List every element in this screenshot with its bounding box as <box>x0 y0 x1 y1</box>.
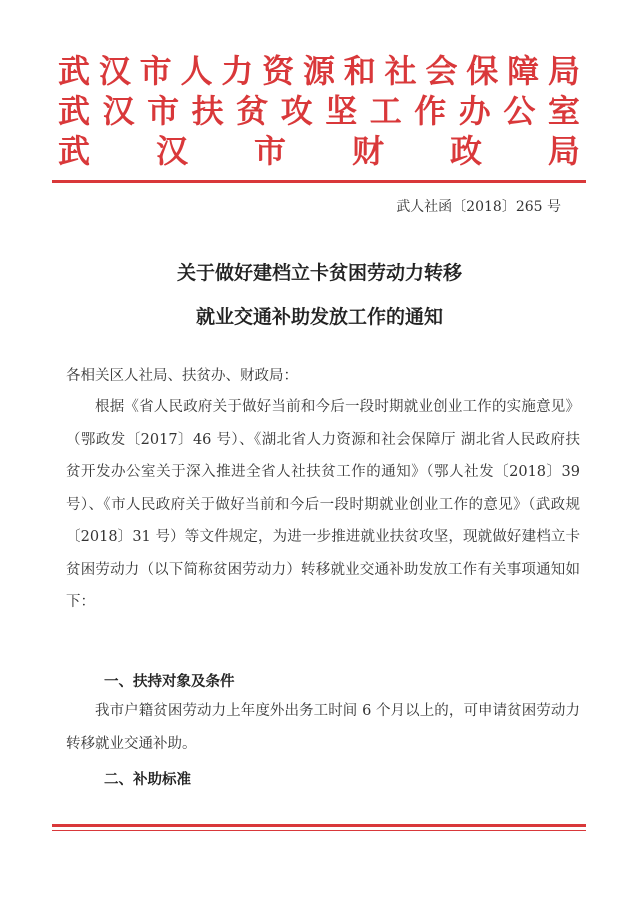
letterhead-char: 汉 <box>155 132 188 170</box>
section-1-heading: 一、扶持对象及条件 <box>104 674 235 690</box>
section-2-heading: 二、补助标准 <box>104 772 191 788</box>
letterhead-char: 武 <box>58 92 91 130</box>
letterhead-char: 局 <box>547 132 580 170</box>
section-1-body: 我市户籍贫困劳动力上年度外出务工时间 6 个月以上的，可申请贫困劳动力转移就业交通补助。 <box>66 703 580 752</box>
letterhead-char: 保 <box>466 52 499 90</box>
letterhead-char: 公 <box>503 92 536 130</box>
letterhead-char: 贫 <box>236 92 269 130</box>
letterhead-char: 财 <box>351 132 384 170</box>
letterhead-char: 障 <box>507 52 540 90</box>
letterhead-char: 室 <box>547 92 580 130</box>
document-title-line-2: 就业交通补助发放工作的通知 <box>195 306 443 328</box>
footer-red-rule-thin <box>52 830 586 831</box>
letterhead-char: 政 <box>449 132 482 170</box>
letterhead-char: 工 <box>369 92 402 130</box>
salutation: 各相关区人社局、扶贫办、财政局： <box>66 368 298 384</box>
letterhead <box>58 52 580 172</box>
letterhead-char: 市 <box>253 132 286 170</box>
letterhead-char: 办 <box>458 92 491 130</box>
letterhead-char: 市 <box>147 92 180 130</box>
letterhead-char: 攻 <box>280 92 313 130</box>
letterhead-char: 局 <box>547 52 580 90</box>
header-red-rule <box>52 180 586 183</box>
footer-red-rule-thick <box>52 824 586 827</box>
letterhead-char: 力 <box>221 52 254 90</box>
letterhead-char: 源 <box>302 52 335 90</box>
letterhead-char: 武 <box>58 132 91 170</box>
document-title-line-1: 关于做好建档立卡贫困劳动力转移 <box>176 262 462 284</box>
letterhead-char: 坚 <box>325 92 358 130</box>
letterhead-char: 武 <box>58 52 91 90</box>
letterhead-char: 会 <box>425 52 458 90</box>
letterhead-char: 作 <box>414 92 447 130</box>
letterhead-char: 扶 <box>191 92 224 130</box>
letterhead-line-finance-bureau <box>58 132 580 170</box>
letterhead-char: 市 <box>139 52 172 90</box>
letterhead-line-hr-bureau <box>58 52 580 90</box>
letterhead-char: 汉 <box>102 92 135 130</box>
letterhead-char: 人 <box>180 52 213 90</box>
letterhead-char: 社 <box>384 52 417 90</box>
letterhead-char: 资 <box>262 52 295 90</box>
intro-paragraph: 根据《省人民政府关于做好当前和今后一段时期就业创业工作的实施意见》（鄂政发〔2017〕46 号）、《湖北省人力资源和社会保障厅 湖北省人民政府扶贫开发办公室关于深入推进全省人社扶贫工作的通知》（鄂人社发〔2018〕39 号）、《市人民政府关于做好当前和今后一段时期就业创业工作的意见》（武政规〔2018〕31 号）等文件规定，为进一步推进就业扶贫攻坚，现就做好建档立卡贫困劳动力（以下简称贫困劳动力）转移就业交通补助发放工作有关事项通知如下： <box>66 399 580 610</box>
letterhead-line-poverty-office <box>58 92 580 130</box>
document-number: 武人社函〔2018〕265 号 <box>396 199 561 215</box>
letterhead-char: 和 <box>343 52 376 90</box>
letterhead-char: 汉 <box>98 52 131 90</box>
